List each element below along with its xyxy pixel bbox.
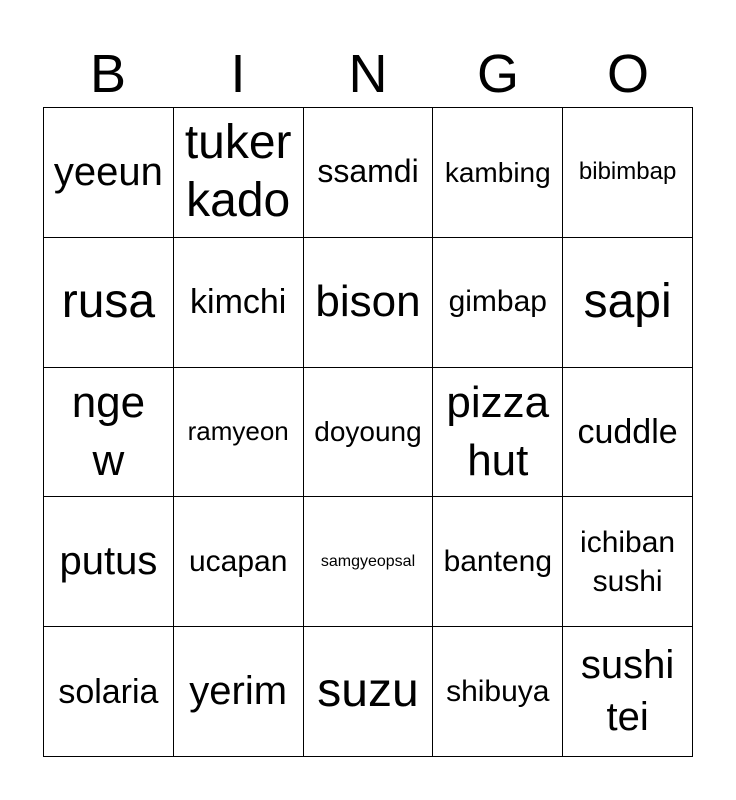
bingo-cell-r5-c3[interactable]: suzu (304, 627, 434, 757)
bingo-cell-r3-c5[interactable]: cuddle (563, 368, 693, 498)
header-letter-b: B (89, 44, 127, 104)
bingo-cell-r4-c4[interactable]: banteng (433, 497, 563, 627)
bingo-cell-r4-c2[interactable]: ucapan (174, 497, 304, 627)
bingo-cell-r4-c5[interactable]: ichiban sushi (563, 497, 693, 627)
bingo-cell-r1-c5[interactable]: bibimbap (563, 108, 693, 238)
bingo-cell-r4-c1[interactable]: putus (44, 497, 174, 627)
bingo-header (43, 40, 693, 108)
bingo-cell-r2-c5[interactable]: sapi (563, 238, 693, 368)
bingo-cell-r5-c1[interactable]: solaria (44, 627, 174, 757)
header-letter-i: I (230, 44, 246, 104)
bingo-cell-r1-c1[interactable]: yeeun (44, 108, 174, 238)
bingo-cell-r3-c1[interactable]: nge w (44, 368, 174, 498)
bingo-cell-r1-c3[interactable]: ssamdi (304, 108, 434, 238)
bingo-cell-r5-c2[interactable]: yerim (174, 627, 304, 757)
bingo-cell-r1-c2[interactable]: tuker kado (174, 108, 304, 238)
bingo-cell-r2-c2[interactable]: kimchi (174, 238, 304, 368)
bingo-cell-r2-c1[interactable]: rusa (44, 238, 174, 368)
bingo-cell-r4-c3[interactable]: samgyeopsal (304, 497, 434, 627)
bingo-cell-r5-c4[interactable]: shibuya (433, 627, 563, 757)
bingo-cell-r5-c5[interactable]: sushi tei (563, 627, 693, 757)
bingo-cell-r1-c4[interactable]: kambing (433, 108, 563, 238)
header-letter-o: O (606, 44, 649, 104)
header-letter-g: G (476, 44, 519, 104)
bingo-cell-r2-c3[interactable]: bison (304, 238, 434, 368)
bingo-cell-r3-c2[interactable]: ramyeon (174, 368, 304, 498)
header-letter-n: N (348, 44, 388, 104)
bingo-cell-r3-c4[interactable]: pizza hut (433, 368, 563, 498)
bingo-cell-r2-c4[interactable]: gimbap (433, 238, 563, 368)
bingo-cell-r3-c3[interactable]: doyoung (304, 368, 434, 498)
bingo-grid (43, 107, 693, 757)
